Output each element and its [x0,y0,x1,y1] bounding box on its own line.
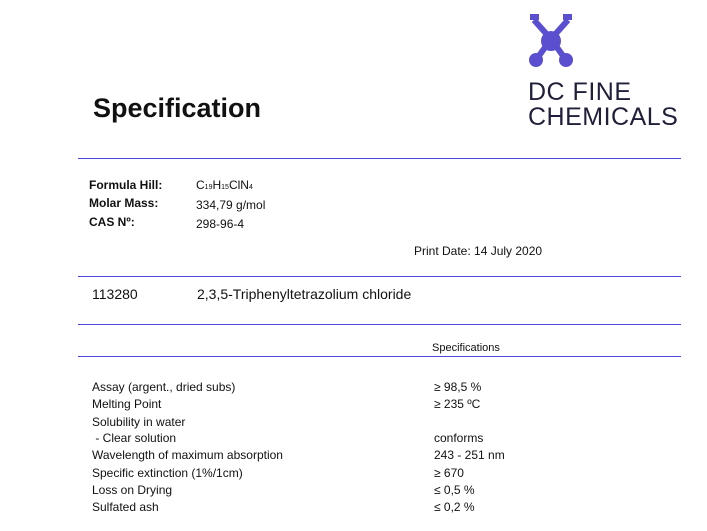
product-code: 113280 [92,286,138,302]
spec-value: conforms [434,431,484,445]
molecule-logo-icon [528,14,574,68]
brand-name [528,80,678,130]
print-date: Print Date: 14 July 2020 [414,244,543,258]
spec-row [92,466,652,482]
spec-row [92,397,652,413]
molar-mass-label: Molar Mass: [89,196,159,210]
spec-value: 243 - 251 nm [434,448,505,462]
spec-value: ≥ 98,5 % [434,380,482,394]
product-name: 2,3,5-Triphenyltetrazolium chloride [197,286,412,302]
divider [78,324,681,325]
formula-label: Formula Hill: [89,178,163,192]
molar-mass-value: 334,79 g/mol [196,198,266,212]
spec-name: Solubility in water [92,415,186,429]
spec-name: Sulfated ash [92,500,159,514]
divider [78,356,681,357]
spec-row [92,415,652,431]
spec-name: Melting Point [92,397,162,411]
spec-name: - Clear solution [92,431,177,445]
spec-name: Assay (argent., dried subs) [92,380,236,394]
spec-value: ≤ 0,2 % [434,500,475,514]
specifications-header: Specifications [432,342,500,354]
page-title: Specification [93,93,262,123]
spec-row [92,483,652,499]
spec-row [92,448,652,464]
spec-name: Loss on Drying [92,483,173,497]
brand-line-1: DC FINE [528,78,632,106]
spec-value: ≤ 0,5 % [434,483,475,497]
spec-row [92,431,652,447]
spec-name: Wavelength of maximum absorption [92,448,283,462]
spec-row [92,380,652,396]
spec-value: ≥ 235 ºC [434,397,481,411]
divider [78,158,681,159]
cas-label: CAS Nº: [89,215,135,229]
brand-line-2: CHEMICALS [528,103,679,131]
divider [78,276,681,277]
spec-value: ≥ 670 [434,466,464,480]
spec-name: Specific extinction (1%/1cm) [92,466,243,480]
formula-value: C19H15ClN4 [196,178,253,192]
spec-row [92,500,652,516]
cas-value: 298-96-4 [196,217,245,231]
